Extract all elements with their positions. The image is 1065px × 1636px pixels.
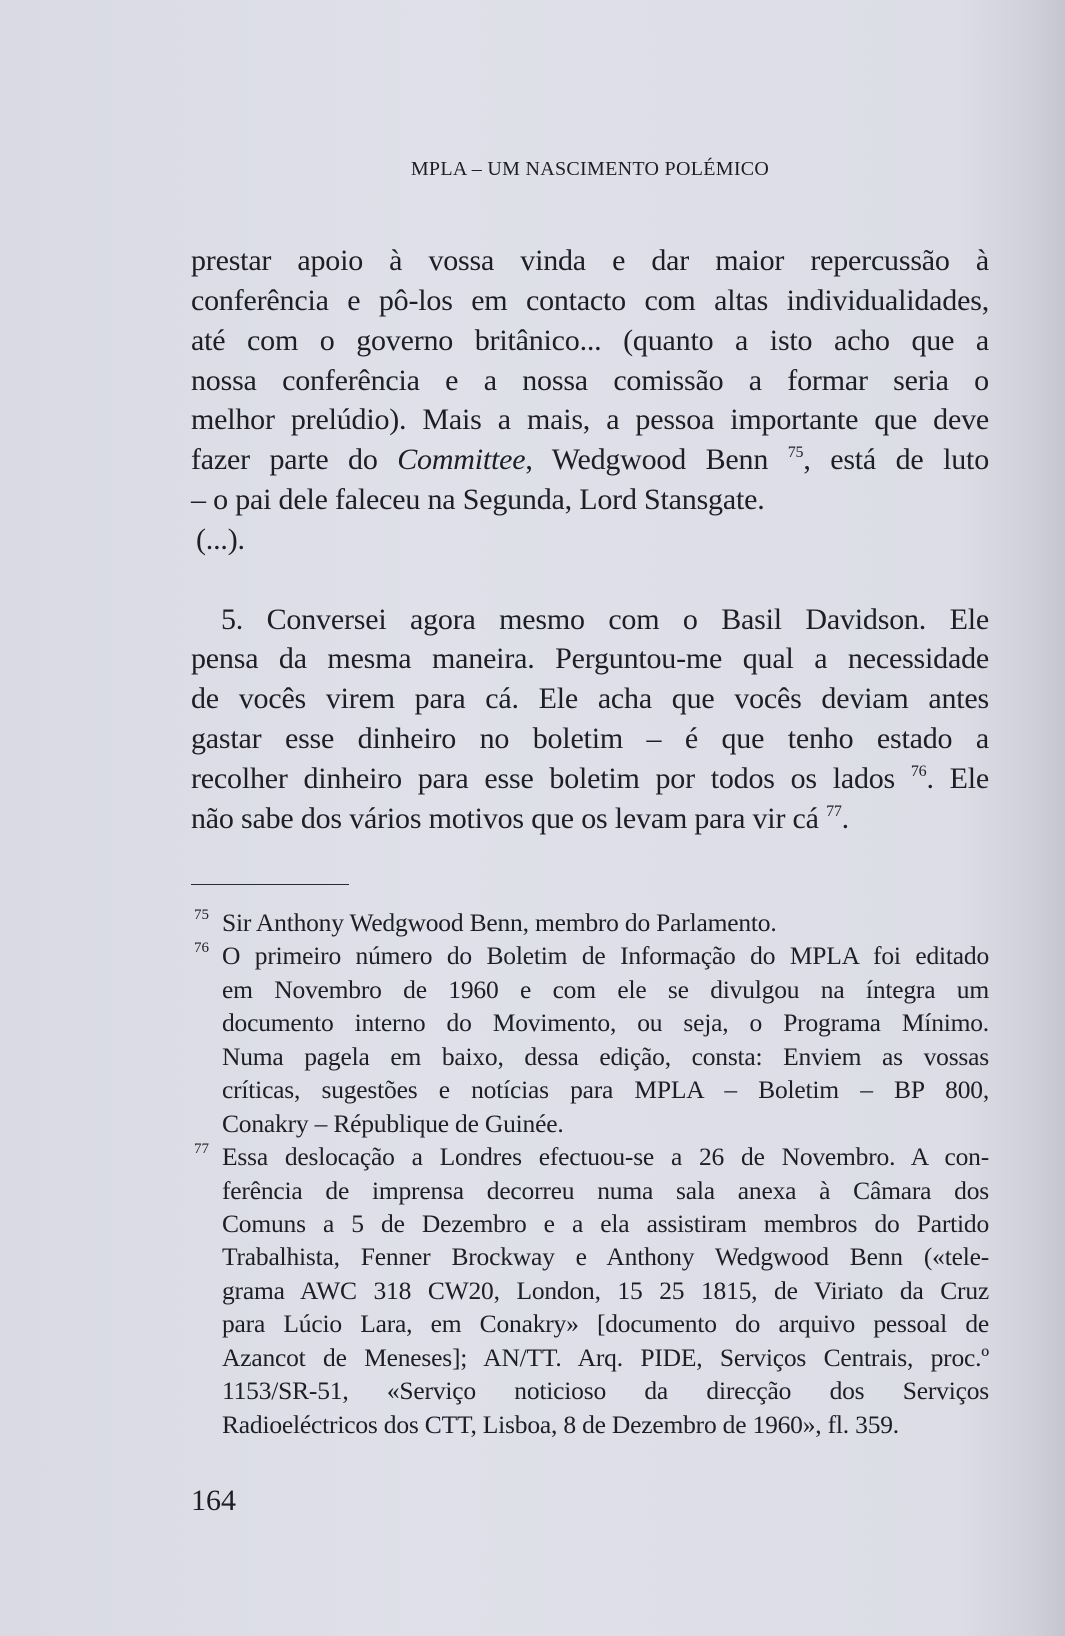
body-line [191,440,989,480]
footnote-line: Azancot de Meneses]; AN/TT. Arq. PIDE, Serviços Centrais, proc.º [222,1342,989,1372]
text-run: conferência e pô-los em contacto com altas individualidades, [191,283,989,317]
text-run: (...). [196,522,245,556]
footnote-reference: 76 [910,762,927,780]
footnote-line: 1153/SR-51, «Serviço noticioso da direcção dos Serviços [222,1376,989,1406]
text-run: 5. Conversei agora mesmo com o Basil Davidson. Ele [221,602,989,636]
footnote [191,1140,989,1441]
text-run: não sabe dos vários motivos que os levam para vir cá [191,801,827,835]
text-run: – o pai dele faleceu na Segunda, Lord Stansgate. [191,483,765,517]
body-line [191,241,989,281]
body-line [191,679,989,719]
body-line [191,400,989,440]
body-line [191,480,989,520]
text-run: . [841,801,849,835]
footnote-line: O primeiro número do Boletim de Informação do MPLA foi editado [222,941,989,971]
footnote-separator [191,884,349,885]
footnote-line: Comuns a 5 de Dezembro e a ela assistiram membros do Partido [222,1208,989,1238]
body-line [191,799,989,839]
footnote-line: grama AWC 318 CW20, London, 15 25 1815, de Viriato da Cruz [222,1275,989,1305]
text-run: pensa da mesma maneira. Perguntou-me qual a necessidade [191,642,989,676]
text-run: , Wedgwood Benn [525,443,788,477]
footnote [191,939,989,1140]
footnote-line: Sir Anthony Wedgwood Benn, membro do Parlamento. [222,908,777,937]
footnote-line: Trabalhista, Fenner Brockway e Anthony Wedgwood Benn («tele- [222,1242,989,1272]
footnote-line: ferência de imprensa decorreu numa sala anexa à Câmara dos [222,1175,989,1205]
footnote-reference: 77 [826,802,842,820]
italic-term: Committee [397,443,526,477]
body-line [191,719,989,759]
footnote-reference: 75 [787,444,804,462]
footnote-line: críticas, sugestões e notícias para MPLA – Boletim – BP 800, [222,1075,989,1105]
body-line [191,560,989,600]
text-run: fazer parte do [191,443,398,477]
body-line [191,321,989,361]
text-run: de vocês virem para cá. Ele acha que vocês deviam antes [191,682,989,716]
text-run: gastar esse dinheiro no boletim – é que tenho estado a [191,722,989,756]
footnote-line: para Lúcio Lara, em Conakry» [documento do arquivo pessoal de [222,1309,989,1339]
text-run: melhor prelúdio). Mais a mais, a pessoa importante que deve [191,403,989,437]
text-run: recolher dinheiro para esse boletim por todos os lados [191,761,911,795]
body-line [191,520,989,560]
body-line [191,639,989,679]
text-run: nossa conferência e a nossa comissão a formar seria o [191,363,989,397]
footnote-number: 75 [194,907,209,923]
body-line [191,600,989,640]
footnote-number: 76 [194,940,209,957]
text-run: . Ele [926,761,990,795]
text-run: até com o governo britânico... (quanto a isto acho que a [191,323,989,357]
text-run: , está de luto [803,443,989,477]
body-line [191,281,989,321]
footnote [191,906,989,939]
footnote-number: 77 [194,1141,209,1158]
body-text [191,241,989,839]
body-line [191,361,989,401]
footnotes [191,906,989,1441]
body-line [191,759,989,799]
footnote-line: em Novembro de 1960 e com ele se divulgou na íntegra um [222,974,989,1004]
footnote-line: Radioeléctricos dos CTT, Lisboa, 8 de Dezembro de 1960», fl. 359. [222,1409,899,1439]
footnote-line: documento interno do Movimento, ou seja, o Programa Mínimo. [222,1008,989,1038]
footnote-line: Conakry – République de Guinée. [222,1108,564,1138]
page-number: 164 [191,1484,236,1517]
running-header: MPLA – UM NASCIMENTO POLÉMICO [410,158,770,180]
footnote-line: Numa pagela em baixo, dessa edição, consta: Enviem as vossas [222,1041,989,1071]
footnote-line: Essa deslocação a Londres efectuou-se a 26 de Novembro. A con- [222,1142,989,1172]
text-run: prestar apoio à vossa vinda e dar maior repercussão à [191,244,989,277]
